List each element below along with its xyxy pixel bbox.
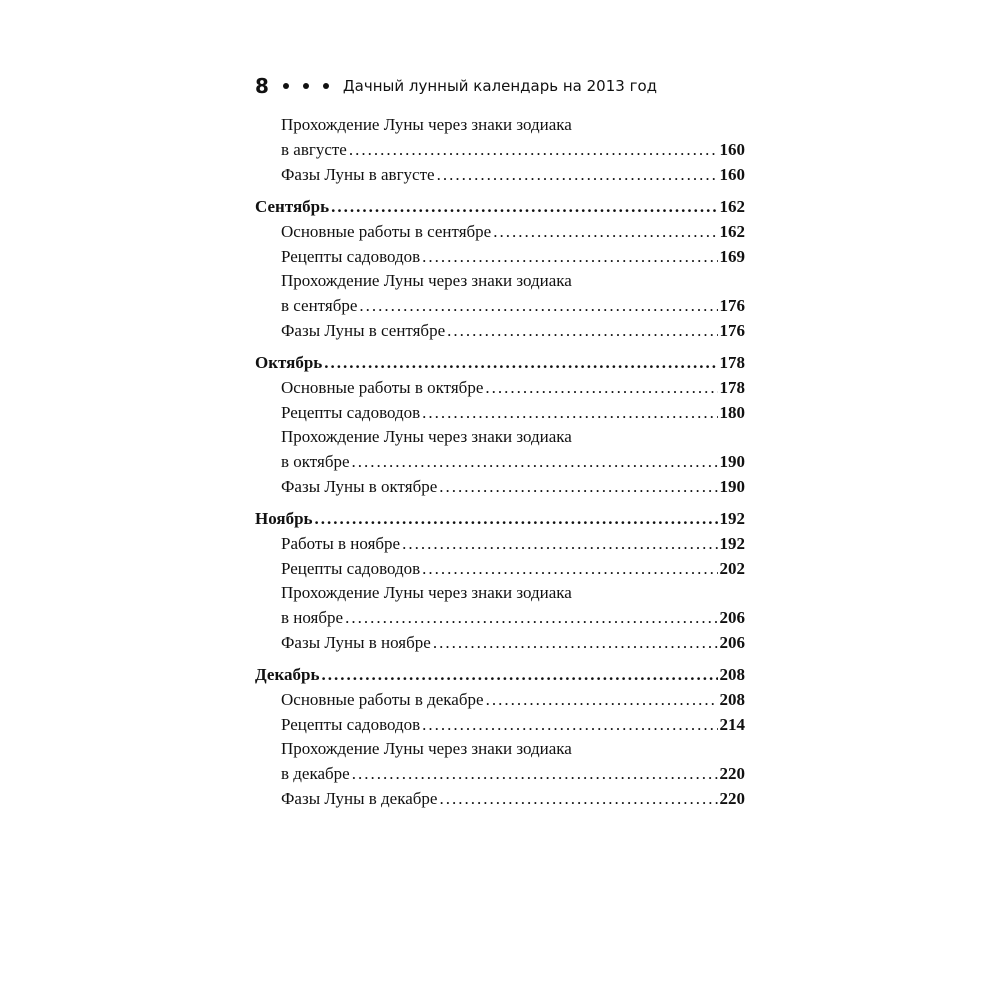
toc-page-number: 162 bbox=[719, 197, 745, 216]
dot-leader bbox=[422, 244, 717, 269]
toc-entry-label: Сентябрь bbox=[255, 197, 330, 216]
dot-leader bbox=[324, 350, 717, 375]
dot-leader bbox=[422, 556, 717, 581]
dot-leader bbox=[331, 194, 717, 219]
toc-entry-label: в августе bbox=[281, 140, 347, 159]
toc-entry bbox=[255, 687, 745, 712]
toc-entry-label: Прохождение Луны через знаки зодиака bbox=[281, 583, 572, 602]
toc-entry-line bbox=[255, 581, 745, 605]
dot-leader bbox=[439, 474, 717, 499]
dot-leader bbox=[422, 712, 717, 737]
toc-entry-label: Работы в ноябре bbox=[281, 534, 401, 553]
toc-entry bbox=[255, 605, 745, 630]
toc-entry bbox=[255, 630, 745, 655]
toc-entry bbox=[255, 449, 745, 474]
dot-leader bbox=[433, 630, 718, 655]
dot-leader bbox=[345, 605, 717, 630]
toc-entry-line bbox=[255, 113, 745, 137]
toc-page-number: 176 bbox=[719, 321, 745, 340]
toc-entry-label: Октябрь bbox=[255, 353, 323, 372]
dot-leader bbox=[422, 400, 717, 425]
dot-leader bbox=[315, 506, 718, 531]
dot-leader bbox=[402, 531, 717, 556]
toc-entry bbox=[255, 531, 745, 556]
dot-leader bbox=[486, 687, 718, 712]
dot-leader bbox=[485, 375, 717, 400]
dot-leader bbox=[352, 761, 718, 786]
toc-page-number: 178 bbox=[719, 378, 745, 397]
toc-entry-line bbox=[255, 737, 745, 761]
toc-entry bbox=[255, 318, 745, 343]
toc-month-entry bbox=[255, 350, 745, 375]
running-title: Дачный лунный календарь на 2013 год bbox=[342, 77, 658, 95]
toc-entry-label: Рецепты садоводов bbox=[281, 715, 421, 734]
toc-month-entry bbox=[255, 662, 745, 687]
toc-entry-label: Рецепты садоводов bbox=[281, 403, 421, 422]
header-bullets bbox=[283, 83, 329, 89]
toc-entry-label: Фазы Луны в сентябре bbox=[281, 321, 446, 340]
toc-entry-label: Прохождение Луны через знаки зодиака bbox=[281, 271, 572, 290]
toc-page-number: 176 bbox=[719, 296, 745, 315]
toc-entry-label: Прохождение Луны через знаки зодиака bbox=[281, 427, 572, 446]
toc-page-number: 162 bbox=[719, 222, 745, 241]
toc-month-entry bbox=[255, 506, 745, 531]
toc-entry bbox=[255, 137, 745, 162]
toc-entry-line bbox=[255, 425, 745, 449]
toc-entry-line bbox=[255, 269, 745, 293]
bullet-icon bbox=[303, 83, 309, 89]
toc-page-number: 220 bbox=[719, 764, 745, 783]
toc-page-number: 202 bbox=[719, 559, 745, 578]
toc-entry-label: в декабре bbox=[281, 764, 350, 783]
toc-page-number: 178 bbox=[719, 353, 745, 372]
toc-entry-label: Рецепты садоводов bbox=[281, 247, 421, 266]
toc-page-number: 190 bbox=[719, 452, 745, 471]
toc-page-number: 208 bbox=[719, 665, 745, 684]
toc-entry-label: Фазы Луны в октябре bbox=[281, 477, 438, 496]
toc-page-number: 206 bbox=[719, 633, 745, 652]
toc-page-number: 160 bbox=[719, 140, 745, 159]
toc-page-number: 192 bbox=[719, 534, 745, 553]
toc-entry-label: Основные работы в сентябре bbox=[281, 222, 492, 241]
toc-entry-label: Декабрь bbox=[255, 665, 320, 684]
dot-leader bbox=[349, 137, 718, 162]
toc-entry-label: Основные работы в октябре bbox=[281, 378, 484, 397]
toc-entry bbox=[255, 786, 745, 811]
toc-entry-label: Основные работы в декабре bbox=[281, 690, 484, 709]
toc-entry-label: в октябре bbox=[281, 452, 350, 471]
toc-entry-label: в ноябре bbox=[281, 608, 344, 627]
toc-entry-label: Рецепты садоводов bbox=[281, 559, 421, 578]
toc-month-entry bbox=[255, 194, 745, 219]
toc-page-number: 208 bbox=[719, 690, 745, 709]
toc-page-number: 160 bbox=[719, 165, 745, 184]
toc-page-number: 220 bbox=[719, 789, 745, 808]
table-of-contents bbox=[255, 113, 745, 811]
toc-page-number: 192 bbox=[719, 509, 745, 528]
running-header bbox=[255, 72, 775, 100]
dot-leader bbox=[321, 662, 717, 687]
dot-leader bbox=[352, 449, 718, 474]
toc-entry-label: Фазы Луны в ноябре bbox=[281, 633, 431, 652]
toc-entry bbox=[255, 400, 745, 425]
dot-leader bbox=[359, 293, 717, 318]
toc-entry bbox=[255, 474, 745, 499]
dot-leader bbox=[437, 162, 718, 187]
toc-entry-label: Прохождение Луны через знаки зодиака bbox=[281, 115, 572, 134]
toc-page-number: 169 bbox=[719, 247, 745, 266]
dot-leader bbox=[447, 318, 717, 343]
toc-entry bbox=[255, 556, 745, 581]
toc-entry-label: Фазы Луны в августе bbox=[281, 165, 435, 184]
toc-entry bbox=[255, 219, 745, 244]
dot-leader bbox=[493, 219, 717, 244]
toc-entry bbox=[255, 162, 745, 187]
toc-page-number: 190 bbox=[719, 477, 745, 496]
dot-leader bbox=[439, 786, 717, 811]
toc-page-number: 206 bbox=[719, 608, 745, 627]
toc-page-number: 180 bbox=[719, 403, 745, 422]
toc-entry-label: Ноябрь bbox=[255, 509, 313, 528]
toc-page-number: 214 bbox=[719, 715, 745, 734]
toc-entry bbox=[255, 293, 745, 318]
bullet-icon bbox=[283, 83, 289, 89]
toc-entry bbox=[255, 761, 745, 786]
toc-entry bbox=[255, 244, 745, 269]
toc-entry bbox=[255, 712, 745, 737]
toc-entry bbox=[255, 375, 745, 400]
bullet-icon bbox=[323, 83, 329, 89]
page-number: 8 bbox=[255, 74, 269, 98]
toc-entry-label: в сентябре bbox=[281, 296, 358, 315]
toc-entry-label: Фазы Луны в декабре bbox=[281, 789, 438, 808]
toc-entry-label: Прохождение Луны через знаки зодиака bbox=[281, 739, 572, 758]
